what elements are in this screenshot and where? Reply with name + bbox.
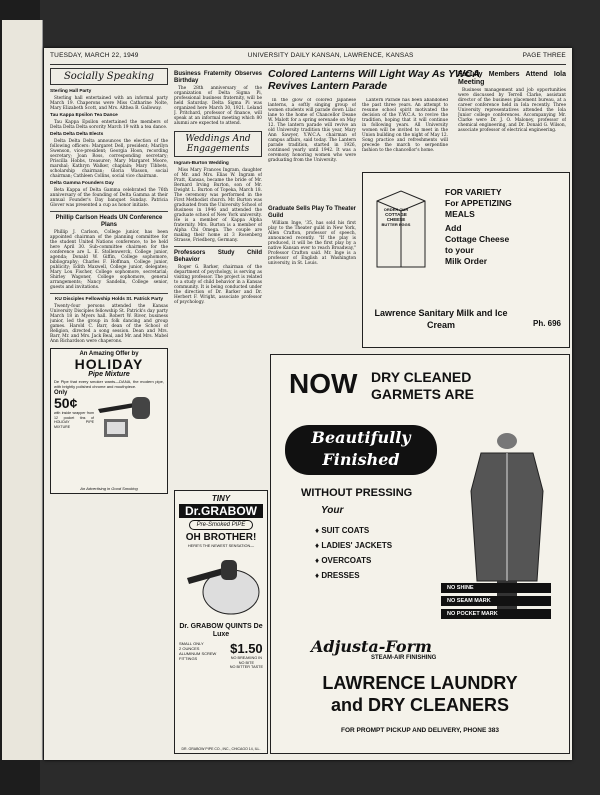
grabow-feature-3: FITTINGS bbox=[179, 656, 198, 661]
cottage-cheese-carton-icon bbox=[369, 187, 433, 271]
carton-sub: BUTTER EGGS bbox=[381, 222, 411, 227]
column-2 bbox=[174, 68, 262, 488]
laundry-item-3-label: DRESSES bbox=[321, 571, 360, 580]
dairy-line4: Add bbox=[445, 223, 462, 233]
grabow-model: Dr. GRABOW QUINTS De Luxe bbox=[179, 623, 263, 638]
tag-no-pocket-mark: NO POCKET MARK bbox=[441, 609, 551, 619]
graduate-body: William Inge, '35, has sold his first play to the Theater guild in New York, Allen Crafton, professor of speech, announced recently. "If the play is produced, it will be the first play by a native Kansan ever to reach Broadway," Professor Crafton said. Mr. Inge is a professor of English at Washington university, in St. Louis. bbox=[268, 221, 356, 266]
laundry-garmets: GARMETS ARE bbox=[371, 386, 474, 402]
divider bbox=[50, 211, 168, 212]
laundry-item-1-label: LADIES' JACKETS bbox=[321, 541, 393, 550]
tag-no-shine: NO SHINE bbox=[441, 583, 551, 593]
grabow-feature-0: SMALL ONLY bbox=[179, 641, 204, 646]
grabow-footer: DR. GRABOW PIPE CO., INC., CHICAGO 14, ILL. bbox=[181, 747, 261, 751]
dairy-phone: Ph. 696 bbox=[532, 319, 561, 328]
carton-top: ORDER OUR bbox=[383, 207, 409, 212]
ku-disciples-body: Twenty-four persons attended the Kansas University Disciples fellowship St. Patrick's day party March 18 in Myers hall. Robert W. River, business junior, led the group in folk dancing and group games. Harold C. Barr, dean of the School of Religion, directed a song session. Dean and Mrs. Barr, Mr. and Mrs. Jack Beal, and Mr. and Mrs. Mabel Ann Richardson were chaperons. bbox=[50, 304, 168, 344]
grabow-feature-2: ALUMINUM SCREW bbox=[179, 651, 217, 656]
adjusta-form-sub: STEAM-AIR FINISHING bbox=[371, 655, 437, 661]
grabow-brand: Dr.GRABOW bbox=[179, 504, 263, 518]
pipe-icon bbox=[94, 391, 158, 439]
delta-sigma-body: The 28th anniversary of the organization of Delta Sigma Pi, professional business fraternity, will be held Saturday. Delta Sigma Pi was organized here March 30, 1921. Leland J. Pritchard, professor of finance, will speak at an informal meeting which 80 alumni are expected to attend. bbox=[174, 86, 262, 126]
faculty-column bbox=[458, 68, 566, 178]
holiday-brand: HOLIDAY bbox=[74, 356, 144, 372]
newspaper-page bbox=[44, 48, 572, 760]
laundry-now: NOW bbox=[289, 368, 358, 399]
graduate-headline: Graduate Sells Play To Theater Guild bbox=[268, 206, 356, 219]
dairy-line3: MEALS bbox=[445, 209, 475, 219]
laundry-item-1: ♦ LADIES' JACKETS bbox=[315, 541, 393, 550]
grabow-promise-2: NO BITTER TASTE bbox=[229, 665, 263, 669]
carlson-body: Phillip J. Carlson, College junior, has been appointed chairman of the planning committee for the student United Nations conference, to be held here April 30. Sub-committee chairmen for the conference are L. E. Stollenwerck, College junior, agenda; Donald W. Giffin, College sophomore, bibliography; Charles F. Hoffman, College junior, publicity; Edith Maxwell, College junior, delegates; Mary Lou Fischer, College sophomore, secretarial; Shirley Wagoner, College sophomore, general arrangements; Nancy Sandelin, College senior, guests and invitations. bbox=[50, 230, 168, 290]
dairy-line1: FOR VARIETY bbox=[445, 187, 502, 197]
column-1 bbox=[50, 68, 168, 756]
dairy-line2: For APPETIZING bbox=[445, 198, 512, 208]
without-pressing: WITHOUT PRESSING bbox=[301, 487, 413, 499]
socially-body-1: Tau Kappa Epsilon entertained the members of Delta Delta Delta sorority March 19 with a tea dance. bbox=[50, 120, 168, 130]
holiday-price: 50¢ bbox=[54, 395, 78, 411]
grabow-price: $1.50 bbox=[230, 641, 263, 656]
holiday-line1: An Amazing Offer by bbox=[79, 351, 139, 357]
laundry-your: Your bbox=[321, 505, 344, 516]
grabow-promise-0: NO BREAKING IN bbox=[230, 656, 263, 660]
lanterns-body-2: Lantern Parade has been abandoned the past three years. An attempt to resume school spirit motivated the decision of the Y.W.C.A. to revive the tradition, hoping that it will continue in following years. All University women will be invited to meet in the Union building on the night of May 12. Song practice and refreshments will precede the march to serpentine fashion to the chancellor's home. bbox=[362, 98, 448, 153]
dairy-line5: Cottage Cheese bbox=[445, 234, 510, 244]
lanterns-col-1-cont bbox=[268, 198, 356, 354]
dairy-line7: Milk Order bbox=[445, 256, 488, 266]
carlson-headline: Phillip Carlson Heads UN Conference Plans bbox=[55, 215, 163, 228]
socially-body-2: Delta Delta Delta announces the election of the following officers: Margaret Dell, president; Marilyn Swenson, vice-president; Georgia Hoon, recording secretary; Joan Ross, corresponding secretary; Priscilla Hobbs, treasurer; Mary Margaret Moore, marshal; Kathryn Walker, chaplain; Mary Tibbets, scholarship chairman; Gloria Wasson, social chairman; Cathleen Collins, social vice chairman. bbox=[50, 139, 168, 179]
laundry-item-3: ♦ DRESSES bbox=[315, 571, 360, 580]
laundry-footer: FOR PROMPT PICKUP AND DELIVERY, PHONE 383 bbox=[341, 727, 499, 734]
tag-no-seam-mark: NO SEAM MARK bbox=[441, 596, 551, 606]
ku-disciples-headline: KU Disciples Fellowship Holds St. Patrick Party bbox=[54, 297, 164, 302]
socially-body-3: Beta Kappa of Delta Gamma celebrated the 76th anniversary of the founding of Delta Gamma at their annual Founder's Day banquet Sunday. Patricia Glover was presented a cup as honor initiate. bbox=[50, 188, 168, 208]
laundry-item-0: ♦ SUIT COATS bbox=[315, 526, 370, 535]
laundry-ad bbox=[270, 354, 570, 754]
socially-head-3: Delta Gamma Founders Day bbox=[50, 181, 114, 186]
masthead-paper: UNIVERSITY DAILY KANSAN, LAWRENCE, KANSAS bbox=[247, 52, 414, 59]
wedding-headline: Ingram-Burton Wedding bbox=[174, 161, 229, 166]
divider bbox=[50, 293, 168, 294]
masthead-date: TUESDAY, MARCH 22, 1949 bbox=[50, 52, 139, 59]
laundry-item-2: ♦ OVERCOATS bbox=[315, 556, 372, 565]
laundry-dry: DRY CLEANED bbox=[371, 369, 472, 385]
holiday-pipe-ad bbox=[50, 348, 168, 494]
adjusta-form-brand: Adjusta-Form bbox=[311, 637, 432, 656]
laundry-company-1: LAWRENCE LAUNDRY bbox=[322, 673, 518, 693]
grabow-pipe-ad bbox=[174, 490, 268, 754]
holiday-line2: Pipe Mixture bbox=[88, 371, 130, 378]
laundry-item-0-label: SUIT COATS bbox=[321, 526, 370, 535]
masthead-page: PAGE THREE bbox=[522, 52, 566, 59]
laundry-company-2: and DRY CLEANERS bbox=[330, 695, 510, 715]
holiday-footer: An Advertising in Good Smoking bbox=[80, 486, 138, 491]
grabow-pre: Pre-Smoked PIPE bbox=[189, 520, 253, 530]
holiday-text: De Pipe that every smoker wants—DANA, the modern pipe, with brightly polished chrome and mouthpiece. bbox=[54, 379, 164, 389]
wedding-body: Miss Mary Frances Ingram, daughter of Mr. and Mrs. Elias W. Ingram of Pratt, Kansas, became the bride of Mr. Bernard Irving Burton, son of Mr. Dwight L. Burton of Topeka, March 18. The ceremony was performed in the First Methodist church. Mr. Burton was graduated from the University School of Business in 1946 and attended the graduate school of New York university. He is a member of Kappa Alpha fraternity. Mrs. Burton is a member of Alpha Chi Omega. The couple are making their home at 3 Rosenberg Strasse, Friedberg, Germany. bbox=[174, 168, 262, 243]
grabow-tag: HERE'S THE NEWEST SENSATION— bbox=[187, 544, 255, 548]
grabow-feature-1: 2 OUNCES bbox=[179, 646, 200, 651]
weddings-box: Weddings And Engagements bbox=[174, 131, 262, 157]
masthead bbox=[50, 52, 566, 65]
lanterns-body-1: In the glow of colored Japanese lanterns, a softly singing group of women students will parade down Lilac lane to the home of Chancellor Deane W. Malott for a spring serenade on May 12. The lantern parade will revive an old University tradition this year, Mary Ann Sawyer, Y.W.C.A. chairman of campus affairs, said today. The Lantern parade tradition, started in 1926, continued yearly until 1942. It was a ceremony honoring women who were graduating from the University. bbox=[268, 98, 356, 163]
socially-head-2: Delta Delta Delta Elects bbox=[50, 132, 104, 137]
divider bbox=[174, 246, 262, 247]
lanterns-col-1 bbox=[268, 98, 356, 198]
holiday-price-label: Only bbox=[54, 390, 68, 396]
dairy-company: Lawrence Sanitary Milk and Ice Cream bbox=[374, 308, 508, 330]
faculty-headline: Faculty Members Attend Iola Meeting bbox=[458, 71, 566, 86]
beautifully-finished-badge: Beautifully Finished bbox=[285, 425, 437, 475]
previous-page-edge bbox=[2, 20, 43, 760]
hand-holding-pipe-icon bbox=[177, 548, 265, 618]
grabow-promise-1: NO BITE bbox=[238, 660, 254, 665]
dairy-line6: to your bbox=[445, 245, 474, 255]
carton-brand: COTTAGE CHEESE bbox=[385, 212, 407, 222]
professors-body: Roger G. Barker, chairman of the department of psychology, is serving as visiting professor. The project is related to a study of child behavior in a Kansas community. It is being conducted under the direction of Dr. Barker and Dr. Herbert F. Wright, associate professor of psychology. bbox=[174, 265, 262, 305]
socially-head-1: Tau Kappa Epsilon Tea Dance bbox=[50, 113, 118, 118]
socially-body-0: Sterling hall entertained with an informal party March 19. Chaperons were Miss Catharine Nolte, Mary Elizabeth Scott, and Mrs. Althea B. Galloway. bbox=[50, 96, 168, 111]
lanterns-col-2 bbox=[362, 98, 448, 170]
socially-head-0: Sterling Hall Party bbox=[50, 89, 92, 94]
holiday-price-note: with inside wrapper from 12 pocket tins of HOLIDAY PIPE MIXTURE bbox=[54, 411, 94, 429]
grabow-shout: OH BROTHER! bbox=[185, 532, 257, 543]
laundry-item-2-label: OVERCOATS bbox=[321, 556, 372, 565]
lanterns-headline: Colored Lanterns Will Light Way As YWCA Revives Lantern Parade bbox=[268, 68, 480, 92]
dairy-ad bbox=[362, 172, 570, 348]
grabow-tiny: TINY bbox=[211, 494, 231, 503]
delta-sigma-headline: Business Fraternity Observes Birthday bbox=[174, 71, 262, 84]
faculty-body: Business management and job opportunities were discussed by Terrell Clarke, assistant director of the business placement bureau, at a career conference held in Iola recently. Three University representatives attended the Iola Junior college conferences. Accompanying Mr. Clarke were Dr. J. O. Maloney, professor of chemical engineering, and Dr. Donald G. Wilson, associate professor of electrical engineering. bbox=[458, 88, 566, 133]
professors-headline: Professors Study Child Behavior bbox=[174, 250, 262, 263]
socially-speaking-box: Socially Speaking bbox=[50, 68, 168, 85]
